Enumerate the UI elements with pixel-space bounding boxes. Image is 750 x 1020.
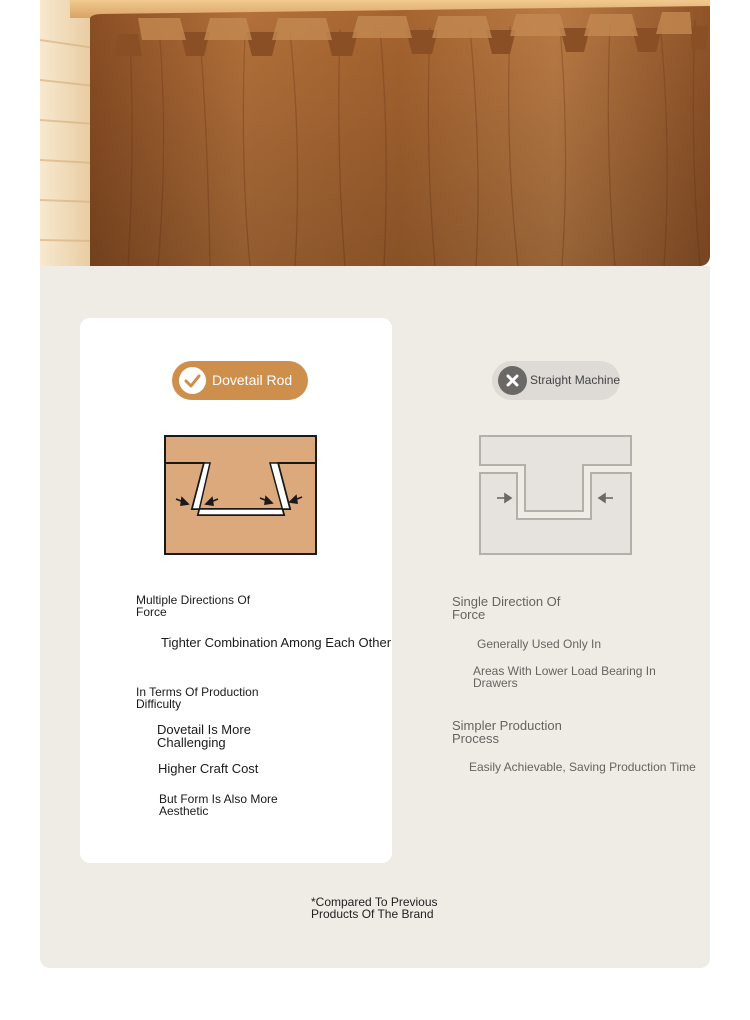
drawer-photo — [40, 0, 710, 266]
straight-joint-diagram — [479, 435, 633, 556]
dovetail-joint-diagram — [164, 435, 318, 556]
dovetail-point-aesthetic: But Form Is Also More Aesthetic — [159, 792, 278, 818]
dovetail-point-tighter: Tighter Combination Among Each Other — [161, 635, 392, 650]
dovetail-point-craft-cost: Higher Craft Cost — [158, 761, 259, 776]
check-icon — [179, 367, 206, 394]
straight-point-used-only: Generally Used Only In — [477, 637, 602, 651]
dovetail-rod-label: Dovetail Rod — [212, 372, 293, 388]
footnote: *Compared To Previous Products Of The Brand — [311, 895, 438, 921]
dovetail-point-challenging: Dovetail Is More Challenging — [157, 722, 251, 750]
straight-machine-badge — [492, 361, 620, 400]
straight-point-load-bearing: Areas With Lower Load Bearing In Drawers — [473, 664, 656, 690]
dovetail-rod-badge — [172, 361, 308, 400]
straight-point-simpler: Simpler Production Process — [452, 718, 562, 746]
dovetail-point-force: Multiple Directions Of Force — [136, 593, 251, 619]
dovetail-point-production: In Terms Of Production Difficulty — [136, 685, 259, 711]
x-icon — [498, 366, 527, 395]
straight-machine-label: Straight Machine — [530, 373, 621, 387]
straight-point-force: Single Direction Of Force — [452, 594, 561, 622]
straight-point-achievable: Easily Achievable, Saving Production Time — [469, 760, 696, 774]
